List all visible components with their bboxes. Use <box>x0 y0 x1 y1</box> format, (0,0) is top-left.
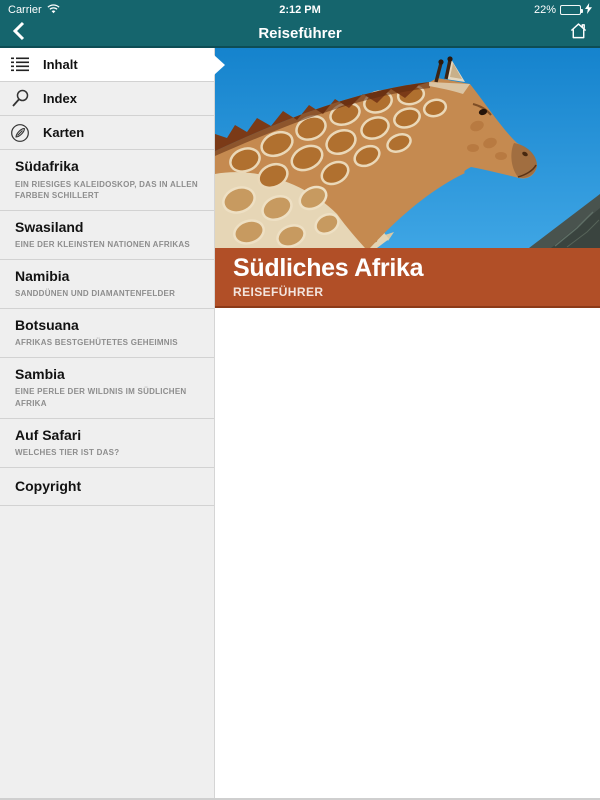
list-icon <box>9 56 31 73</box>
sidebar-item-copyright[interactable] <box>0 468 214 507</box>
section-subtitle: EINE PERLE DER WILDNIS IM SÜDLICHEN AFRIKA <box>15 387 187 409</box>
sidebar-item-label: Inhalt <box>43 57 78 72</box>
battery-percent-label: 22% <box>533 4 556 16</box>
sidebar-item-botsuana[interactable] <box>0 309 214 358</box>
home-button[interactable] <box>569 21 588 45</box>
sidebar-item-label: Index <box>43 91 77 106</box>
section-title: Swasiland <box>15 218 84 235</box>
charging-bolt-icon <box>585 3 592 17</box>
section-title: Namibia <box>15 267 70 284</box>
page-title: Reiseführer <box>258 24 342 42</box>
cover-photo <box>215 48 600 248</box>
section-subtitle: AFRIKAS BESTGEHÜTETES GEHEIMNIS <box>15 338 178 348</box>
section-title: Botsuana <box>15 316 79 333</box>
status-bar <box>0 0 600 20</box>
cover-subtitle: REISEFÜHRER <box>233 284 324 299</box>
section-subtitle: SANDDÜNEN UND DIAMANTENFELDER <box>15 289 176 299</box>
navigation-bar <box>0 20 600 48</box>
sidebar-item-index[interactable] <box>0 82 214 116</box>
battery-icon <box>560 5 581 15</box>
sidebar-item-suedafrika[interactable] <box>0 150 214 211</box>
section-title: Auf Safari <box>15 426 82 443</box>
wifi-icon <box>47 4 60 17</box>
cover-banner <box>215 248 600 308</box>
section-title: Sambia <box>15 365 65 382</box>
section-subtitle: WELCHES TIER IST DAS? <box>15 448 120 458</box>
sidebar-item-sambia[interactable] <box>0 358 214 419</box>
section-title: Südafrika <box>15 158 79 174</box>
giraffe-illustration <box>215 48 600 248</box>
content-empty-area <box>215 308 600 798</box>
sidebar-item-label: Karten <box>43 125 85 140</box>
carrier-label: Carrier <box>8 4 42 16</box>
section-title: Copyright <box>15 477 82 494</box>
clock: 2:12 PM <box>279 4 321 16</box>
sidebar-item-namibia[interactable] <box>0 260 214 309</box>
sidebar-item-karten[interactable] <box>0 116 214 150</box>
sidebar <box>0 48 215 798</box>
cover-title: Südliches Afrika <box>233 254 424 282</box>
sidebar-item-swasiland[interactable] <box>0 211 214 260</box>
section-subtitle: EIN RIESIGES KALEIDOSKOP, DAS IN ALLEN FARBEN SCHILLERT <box>15 179 198 201</box>
sidebar-item-inhalt[interactable] <box>0 48 214 82</box>
search-icon <box>9 89 31 108</box>
content-pane <box>215 48 600 798</box>
section-subtitle: EINE DER KLEINSTEN NATIONEN AFRIKAS <box>15 240 190 250</box>
sidebar-item-auf-safari[interactable] <box>0 419 214 468</box>
compass-icon <box>9 123 31 143</box>
back-button[interactable] <box>12 21 25 46</box>
